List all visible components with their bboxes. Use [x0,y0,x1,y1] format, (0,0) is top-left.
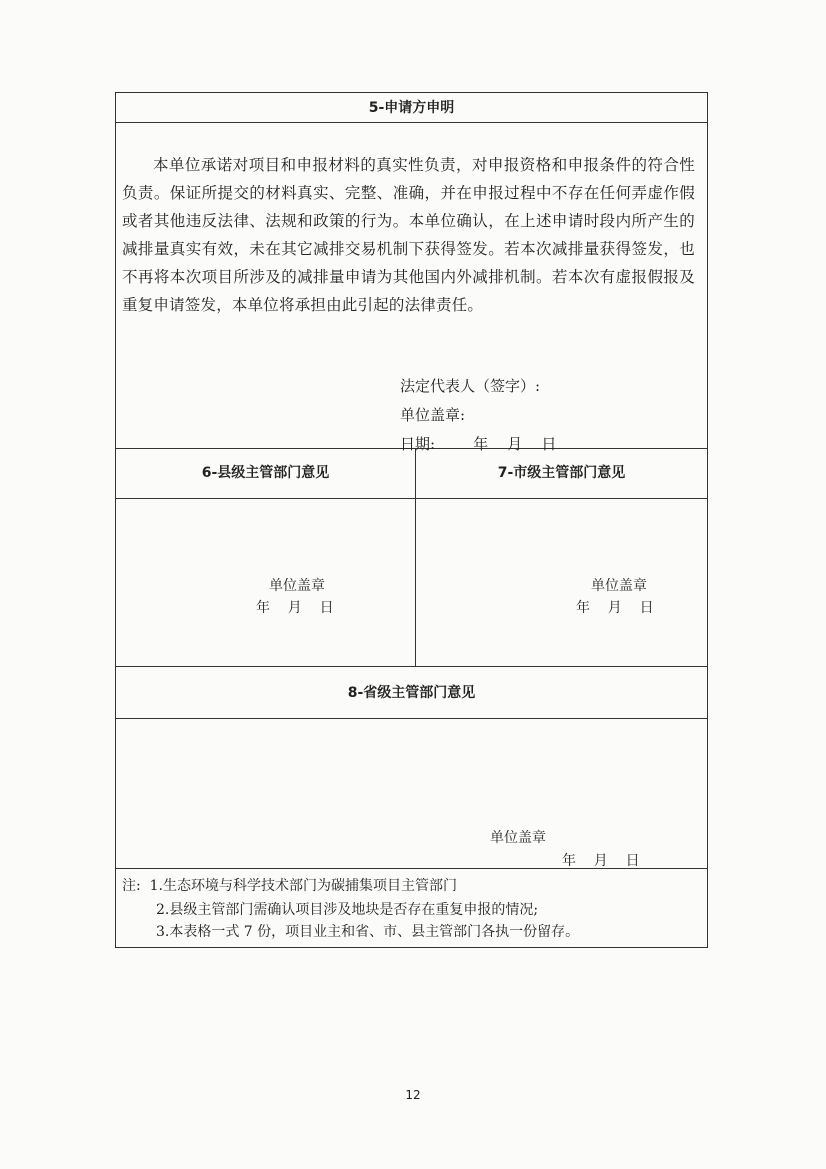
county-seal-label: 单位盖章 [269,578,325,594]
legal-representative-signature: 法定代表人（签字）: [400,377,541,395]
note-line-1: 注: 1.生态环境与科学技术部门为碳捕集项目主管部门 [122,878,457,894]
city-opinion-panel [416,449,707,666]
declaration-section [116,123,707,453]
city-date: 年 月 日 [576,600,654,616]
city-opinion-title: 7-市级主管部门意见 [416,449,707,499]
provincial-opinion-panel [116,719,707,869]
county-date: 年 月 日 [256,600,334,616]
county-opinion-panel [116,449,416,666]
declaration-statement: 本单位承诺对项目和申报材料的真实性负责，对申报资格和申报条件的符合性负责。保证所提交的材料真实、完整、准确，并在申报过程中不存在任何弄虚作假或者其他违反法律、法规和政策的行为。本单位确认，在上述申请时段内所产生的减排量真实有效，未在其它减排交易机制下获得签发。若本次减排量获得签发，也不再将本次项目所涉及的减排量申请为其他国内外减排机制。若本次有虚报假报及重复申请签发，本单位将承担由此引起的法律责任。 [122,156,695,314]
page-number: 12 [405,1088,421,1102]
note-line-2: 2.县级主管部门需确认项目涉及地块是否存在重复申报的情况; [156,902,539,918]
city-seal-label: 单位盖章 [591,578,647,594]
application-form [115,92,708,948]
provincial-seal-label: 单位盖章 [490,830,546,846]
county-city-opinions [116,449,707,667]
provincial-date: 年 月 日 [562,853,640,869]
notes-section [116,869,707,947]
section5-title: 5-申请方申明 [116,93,707,123]
section8-title: 8-省级主管部门意见 [116,667,707,719]
date-label: 日期: 年 月 日 [400,435,557,453]
county-opinion-title: 6-县级主管部门意见 [116,449,415,499]
note-line-3: 3.本表格一式 7 份，项目业主和省、市、县主管部门各执一份留存。 [156,924,580,940]
unit-seal-label: 单位盖章: [400,406,466,424]
